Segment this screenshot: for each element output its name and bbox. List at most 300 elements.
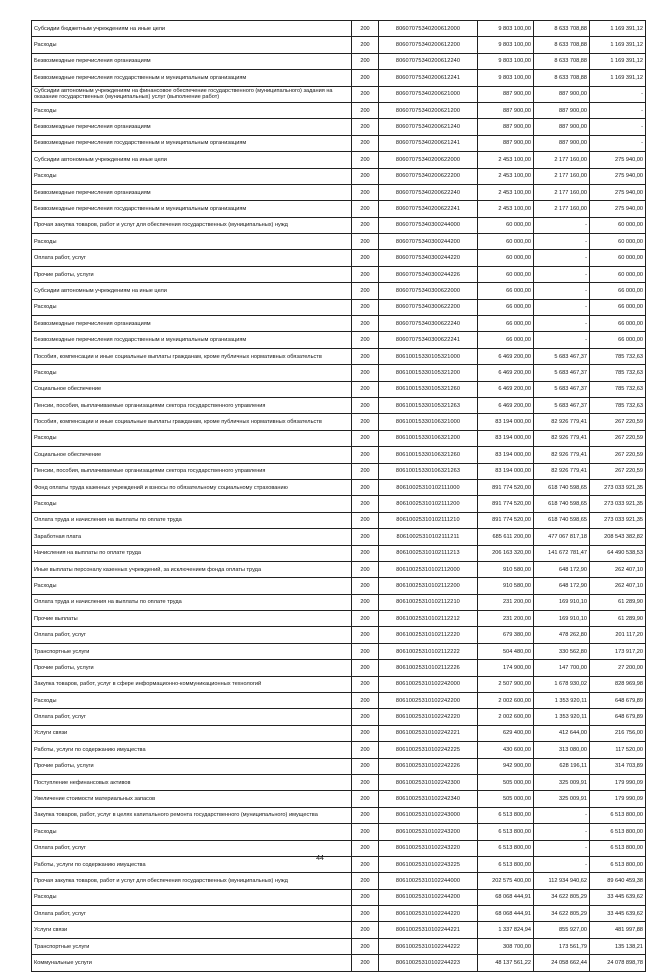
row-executed-cell: - xyxy=(534,840,590,856)
row-kbk-cell: 80610025310102242225 xyxy=(379,742,478,758)
row-name-cell: Услуги связи xyxy=(32,922,352,938)
row-kbk-cell: 80607075340300244226 xyxy=(379,266,478,282)
row-executed-cell: 141 672 781,47 xyxy=(534,545,590,561)
row-code-cell: 200 xyxy=(352,840,379,856)
row-executed-cell: - xyxy=(534,217,590,233)
row-executed-cell: 34 622 805,29 xyxy=(534,906,590,922)
row-executed-cell: 82 926 779,41 xyxy=(534,414,590,430)
row-name-cell: Безвозмездные перечисления государственным и муниципальным организациям xyxy=(32,332,352,348)
row-name-cell: Закупка товаров, работ, услуг в сфере информационно-коммуникационных технологий xyxy=(32,676,352,692)
row-remaining-cell: 60 000,00 xyxy=(590,234,646,250)
table-row xyxy=(32,250,646,266)
row-executed-cell: 169 910,10 xyxy=(534,611,590,627)
row-name-cell: Пенсии, пособия, выплачиваемые организациями сектора государственного управления xyxy=(32,397,352,413)
row-kbk-cell: 80607075340200622241 xyxy=(379,201,478,217)
row-executed-cell: 34 622 805,29 xyxy=(534,889,590,905)
row-approved-cell: 60 000,00 xyxy=(478,250,534,266)
row-name-cell: Оплата работ, услуг xyxy=(32,709,352,725)
table-row xyxy=(32,627,646,643)
row-name-cell: Транспортные услуги xyxy=(32,643,352,659)
row-kbk-cell: 80610025310102112000 xyxy=(379,561,478,577)
row-name-cell: Расходы xyxy=(32,102,352,118)
table-row xyxy=(32,906,646,922)
row-code-cell: 200 xyxy=(352,184,379,200)
row-kbk-cell: 80610025310102112226 xyxy=(379,660,478,676)
row-name-cell: Безвозмездные перечисления организациям xyxy=(32,184,352,200)
row-code-cell: 200 xyxy=(352,135,379,151)
row-code-cell: 200 xyxy=(352,676,379,692)
row-approved-cell: 891 774 520,00 xyxy=(478,479,534,495)
row-remaining-cell: 267 220,59 xyxy=(590,430,646,446)
row-approved-cell: 68 068 444,91 xyxy=(478,889,534,905)
table-row xyxy=(32,168,646,184)
row-name-cell: Прочие работы, услуги xyxy=(32,266,352,282)
row-approved-cell: 9 803 100,00 xyxy=(478,21,534,37)
row-executed-cell: 82 926 779,41 xyxy=(534,430,590,446)
row-code-cell: 200 xyxy=(352,545,379,561)
row-executed-cell: 8 633 708,88 xyxy=(534,70,590,86)
row-approved-cell: 685 611 200,00 xyxy=(478,529,534,545)
row-name-cell: Социальное обеспечение xyxy=(32,381,352,397)
row-approved-cell: 9 803 100,00 xyxy=(478,37,534,53)
row-executed-cell: 628 196,11 xyxy=(534,758,590,774)
row-approved-cell: 2 507 900,00 xyxy=(478,676,534,692)
row-code-cell: 200 xyxy=(352,742,379,758)
row-name-cell: Безвозмездные перечисления государственным и муниципальным организациям xyxy=(32,201,352,217)
row-executed-cell: - xyxy=(534,824,590,840)
row-code-cell: 200 xyxy=(352,660,379,676)
row-remaining-cell: 262 407,10 xyxy=(590,561,646,577)
row-remaining-cell: 66 000,00 xyxy=(590,316,646,332)
row-name-cell: Расходы xyxy=(32,889,352,905)
row-code-cell: 200 xyxy=(352,643,379,659)
row-executed-cell: 147 700,00 xyxy=(534,660,590,676)
row-executed-cell: - xyxy=(534,266,590,282)
row-code-cell: 200 xyxy=(352,938,379,954)
row-executed-cell: 1 678 930,02 xyxy=(534,676,590,692)
row-kbk-cell: 80610025310102242300 xyxy=(379,774,478,790)
row-code-cell: 200 xyxy=(352,906,379,922)
row-name-cell: Прочие работы, услуги xyxy=(32,660,352,676)
row-code-cell: 200 xyxy=(352,693,379,709)
row-kbk-cell: 80607075340300244200 xyxy=(379,234,478,250)
row-executed-cell: 5 683 467,37 xyxy=(534,381,590,397)
row-remaining-cell: 785 732,63 xyxy=(590,365,646,381)
row-name-cell: Работы, услуги по содержанию имущества xyxy=(32,856,352,872)
row-code-cell: 200 xyxy=(352,37,379,53)
row-code-cell: 200 xyxy=(352,479,379,495)
row-approved-cell: 887 900,00 xyxy=(478,102,534,118)
row-approved-cell: 83 194 000,00 xyxy=(478,447,534,463)
row-executed-cell: 1 353 920,11 xyxy=(534,693,590,709)
row-kbk-cell: 80610025310102242340 xyxy=(379,791,478,807)
row-kbk-cell: 80610025310102242200 xyxy=(379,693,478,709)
row-executed-cell: 1 353 920,11 xyxy=(534,709,590,725)
row-remaining-cell: 828 969,98 xyxy=(590,676,646,692)
row-kbk-cell: 80610025310102111000 xyxy=(379,479,478,495)
row-remaining-cell: 1 169 391,12 xyxy=(590,53,646,69)
row-remaining-cell: 33 445 639,62 xyxy=(590,906,646,922)
table-row xyxy=(32,791,646,807)
table-row xyxy=(32,578,646,594)
row-kbk-cell: 80610025310102112200 xyxy=(379,578,478,594)
table-row xyxy=(32,266,646,282)
row-approved-cell: 68 068 444,91 xyxy=(478,906,534,922)
row-remaining-cell: 6 513 800,00 xyxy=(590,824,646,840)
row-code-cell: 200 xyxy=(352,53,379,69)
row-name-cell: Работы, услуги по содержанию имущества xyxy=(32,742,352,758)
row-remaining-cell: - xyxy=(590,86,646,102)
table-row xyxy=(32,447,646,463)
row-kbk-cell: 80607075340200621240 xyxy=(379,119,478,135)
row-name-cell: Оплата труда и начисления на выплаты по оплате труда xyxy=(32,594,352,610)
row-approved-cell: 891 774 520,00 xyxy=(478,512,534,528)
row-kbk-cell: 80610025310102242000 xyxy=(379,676,478,692)
row-approved-cell: 2 453 100,00 xyxy=(478,152,534,168)
row-approved-cell: 910 580,00 xyxy=(478,578,534,594)
table-row xyxy=(32,184,646,200)
row-remaining-cell: 24 078 898,78 xyxy=(590,955,646,971)
row-executed-cell: 2 177 160,00 xyxy=(534,184,590,200)
row-executed-cell: 887 900,00 xyxy=(534,86,590,102)
row-kbk-cell: 80610025310102112210 xyxy=(379,594,478,610)
row-name-cell: Расходы xyxy=(32,824,352,840)
row-code-cell: 200 xyxy=(352,21,379,37)
row-executed-cell: - xyxy=(534,299,590,315)
row-remaining-cell: 60 000,00 xyxy=(590,217,646,233)
row-name-cell: Социальное обеспечение xyxy=(32,447,352,463)
row-kbk-cell: 80610025310102244222 xyxy=(379,938,478,954)
row-code-cell: 200 xyxy=(352,496,379,512)
row-code-cell: 200 xyxy=(352,463,379,479)
row-executed-cell: 887 900,00 xyxy=(534,119,590,135)
row-kbk-cell: 80607075340200612241 xyxy=(379,70,478,86)
row-kbk-cell: 80610025310102244221 xyxy=(379,922,478,938)
table-row xyxy=(32,561,646,577)
row-code-cell: 200 xyxy=(352,152,379,168)
row-approved-cell: 48 137 561,22 xyxy=(478,955,534,971)
report-sheet xyxy=(31,20,643,972)
row-code-cell: 200 xyxy=(352,824,379,840)
row-kbk-cell: 80607075340300244220 xyxy=(379,250,478,266)
row-name-cell: Оплата работ, услуг xyxy=(32,627,352,643)
row-executed-cell: 169 910,10 xyxy=(534,594,590,610)
row-executed-cell: 5 683 467,37 xyxy=(534,348,590,364)
row-executed-cell: 618 740 598,65 xyxy=(534,496,590,512)
row-executed-cell: 8 633 708,88 xyxy=(534,21,590,37)
row-name-cell: Пособия, компенсации и иные социальные выплаты гражданам, кроме публичных нормативных обязательств xyxy=(32,414,352,430)
row-code-cell: 200 xyxy=(352,807,379,823)
row-executed-cell: 618 740 598,65 xyxy=(534,512,590,528)
row-remaining-cell: 275 940,00 xyxy=(590,152,646,168)
row-code-cell: 200 xyxy=(352,266,379,282)
row-name-cell: Расходы xyxy=(32,693,352,709)
row-code-cell: 200 xyxy=(352,791,379,807)
row-approved-cell: 887 900,00 xyxy=(478,135,534,151)
row-code-cell: 200 xyxy=(352,856,379,872)
row-remaining-cell: 785 732,63 xyxy=(590,348,646,364)
row-code-cell: 200 xyxy=(352,168,379,184)
row-remaining-cell: 785 732,63 xyxy=(590,381,646,397)
table-row xyxy=(32,86,646,102)
row-kbk-cell: 80607075340300622200 xyxy=(379,299,478,315)
row-approved-cell: 83 194 000,00 xyxy=(478,414,534,430)
row-approved-cell: 66 000,00 xyxy=(478,332,534,348)
row-name-cell: Расходы xyxy=(32,430,352,446)
row-code-cell: 200 xyxy=(352,578,379,594)
row-code-cell: 200 xyxy=(352,86,379,102)
row-approved-cell: 629 400,00 xyxy=(478,725,534,741)
row-name-cell: Расходы xyxy=(32,496,352,512)
row-name-cell: Оплата труда и начисления на выплаты по оплате труда xyxy=(32,512,352,528)
row-approved-cell: 430 600,00 xyxy=(478,742,534,758)
table-row xyxy=(32,693,646,709)
row-name-cell: Закупка товаров, работ, услуг в целях капитального ремонта государственного (муниципального) имущества xyxy=(32,807,352,823)
table-row xyxy=(32,135,646,151)
table-row xyxy=(32,545,646,561)
row-code-cell: 200 xyxy=(352,70,379,86)
row-kbk-cell: 80607075340200612240 xyxy=(379,53,478,69)
row-remaining-cell: 6 513 800,00 xyxy=(590,807,646,823)
row-name-cell: Субсидии автономным учреждениям на финансовое обеспечение государственного (муниципального) задания на оказание государственных (муниципальных) услуг (выполнение работ) xyxy=(32,86,352,102)
row-kbk-cell: 80607075340200612000 xyxy=(379,21,478,37)
table-row xyxy=(32,873,646,889)
row-kbk-cell: 80610025310102243000 xyxy=(379,807,478,823)
row-executed-cell: 5 683 467,37 xyxy=(534,365,590,381)
row-executed-cell: - xyxy=(534,856,590,872)
table-row xyxy=(32,414,646,430)
row-executed-cell: 618 740 598,65 xyxy=(534,479,590,495)
row-code-cell: 200 xyxy=(352,447,379,463)
row-remaining-cell: 66 000,00 xyxy=(590,299,646,315)
table-row xyxy=(32,102,646,118)
row-kbk-cell: 80607075340300622240 xyxy=(379,316,478,332)
row-approved-cell: 1 337 824,94 xyxy=(478,922,534,938)
row-remaining-cell: 216 756,00 xyxy=(590,725,646,741)
row-code-cell: 200 xyxy=(352,397,379,413)
row-executed-cell: 412 644,00 xyxy=(534,725,590,741)
row-kbk-cell: 80610025310102112222 xyxy=(379,643,478,659)
row-executed-cell: - xyxy=(534,250,590,266)
table-row xyxy=(32,955,646,971)
row-name-cell: Безвозмездные перечисления организациям xyxy=(32,316,352,332)
row-remaining-cell: - xyxy=(590,102,646,118)
row-code-cell: 200 xyxy=(352,299,379,315)
table-row xyxy=(32,70,646,86)
row-executed-cell: 313 080,00 xyxy=(534,742,590,758)
row-kbk-cell: 80607075340200621200 xyxy=(379,102,478,118)
row-executed-cell: - xyxy=(534,316,590,332)
row-name-cell: Транспортные услуги xyxy=(32,938,352,954)
row-name-cell: Расходы xyxy=(32,299,352,315)
row-kbk-cell: 80610025310102112220 xyxy=(379,627,478,643)
row-approved-cell: 2 453 100,00 xyxy=(478,201,534,217)
row-approved-cell: 942 900,00 xyxy=(478,758,534,774)
row-kbk-cell: 80610025310102243225 xyxy=(379,856,478,872)
row-kbk-cell: 80607075340200622240 xyxy=(379,184,478,200)
row-code-cell: 200 xyxy=(352,217,379,233)
row-executed-cell: 887 900,00 xyxy=(534,135,590,151)
row-remaining-cell: 60 000,00 xyxy=(590,266,646,282)
row-kbk-cell: 80610025310102243200 xyxy=(379,824,478,840)
table-row xyxy=(32,807,646,823)
row-executed-cell: 855 927,00 xyxy=(534,922,590,938)
row-name-cell: Прочая закупка товаров, работ и услуг для обеспечения государственных (муниципальных) нужд xyxy=(32,873,352,889)
row-executed-cell: 325 009,91 xyxy=(534,791,590,807)
row-executed-cell: 478 262,80 xyxy=(534,627,590,643)
row-kbk-cell: 80607075340200621241 xyxy=(379,135,478,151)
table-row xyxy=(32,430,646,446)
row-approved-cell: 887 900,00 xyxy=(478,119,534,135)
row-code-cell: 200 xyxy=(352,922,379,938)
row-name-cell: Безвозмездные перечисления государственным и муниципальным организациям xyxy=(32,135,352,151)
row-remaining-cell: 64 490 538,53 xyxy=(590,545,646,561)
row-code-cell: 200 xyxy=(352,201,379,217)
row-code-cell: 200 xyxy=(352,283,379,299)
row-remaining-cell: 267 220,59 xyxy=(590,463,646,479)
row-remaining-cell: 6 513 800,00 xyxy=(590,840,646,856)
row-remaining-cell: 785 732,63 xyxy=(590,397,646,413)
row-kbk-cell: 80610025310102111211 xyxy=(379,529,478,545)
row-kbk-cell: 80610015330105321000 xyxy=(379,348,478,364)
row-approved-cell: 6 513 800,00 xyxy=(478,824,534,840)
table-row xyxy=(32,381,646,397)
row-executed-cell: 648 172,90 xyxy=(534,561,590,577)
row-remaining-cell: 1 169 391,12 xyxy=(590,37,646,53)
table-row xyxy=(32,365,646,381)
row-kbk-cell: 80610025310102244000 xyxy=(379,873,478,889)
row-kbk-cell: 80610015330105321263 xyxy=(379,397,478,413)
row-code-cell: 200 xyxy=(352,758,379,774)
row-name-cell: Иные выплаты персоналу казенных учреждений, за исключением фонда оплаты труда xyxy=(32,561,352,577)
row-remaining-cell: 135 138,21 xyxy=(590,938,646,954)
table-row xyxy=(32,529,646,545)
row-name-cell: Прочие работы, услуги xyxy=(32,758,352,774)
row-code-cell: 200 xyxy=(352,873,379,889)
table-row xyxy=(32,660,646,676)
row-executed-cell: 325 009,91 xyxy=(534,774,590,790)
table-row xyxy=(32,643,646,659)
expenditure-table xyxy=(31,20,646,972)
row-code-cell: 200 xyxy=(352,774,379,790)
table-row xyxy=(32,53,646,69)
row-code-cell: 200 xyxy=(352,561,379,577)
row-approved-cell: 66 000,00 xyxy=(478,316,534,332)
row-kbk-cell: 80607075340200612200 xyxy=(379,37,478,53)
page-number: 44 xyxy=(316,855,324,862)
row-executed-cell: 887 900,00 xyxy=(534,102,590,118)
row-executed-cell: 82 926 779,41 xyxy=(534,447,590,463)
row-approved-cell: 6 513 800,00 xyxy=(478,840,534,856)
table-row xyxy=(32,611,646,627)
row-kbk-cell: 80610015330106321000 xyxy=(379,414,478,430)
row-code-cell: 200 xyxy=(352,348,379,364)
table-row xyxy=(32,316,646,332)
row-executed-cell: - xyxy=(534,332,590,348)
row-remaining-cell: 648 679,89 xyxy=(590,693,646,709)
row-remaining-cell: - xyxy=(590,119,646,135)
row-remaining-cell: 481 997,88 xyxy=(590,922,646,938)
row-name-cell: Расходы xyxy=(32,365,352,381)
row-kbk-cell: 80610025310102242220 xyxy=(379,709,478,725)
row-approved-cell: 505 000,00 xyxy=(478,774,534,790)
row-remaining-cell: 201 117,20 xyxy=(590,627,646,643)
row-executed-cell: 2 177 160,00 xyxy=(534,152,590,168)
row-executed-cell: 2 177 160,00 xyxy=(534,201,590,217)
row-kbk-cell: 80610015330105321260 xyxy=(379,381,478,397)
row-kbk-cell: 80610015330105321200 xyxy=(379,365,478,381)
row-approved-cell: 6 469 200,00 xyxy=(478,348,534,364)
row-kbk-cell: 80607075340200621000 xyxy=(379,86,478,102)
row-remaining-cell: 1 169 391,12 xyxy=(590,21,646,37)
row-remaining-cell: 273 033 921,35 xyxy=(590,512,646,528)
row-approved-cell: 6 469 200,00 xyxy=(478,381,534,397)
row-executed-cell: 477 067 817,18 xyxy=(534,529,590,545)
row-kbk-cell: 80607075340200622200 xyxy=(379,168,478,184)
row-kbk-cell: 80610025310102244223 xyxy=(379,955,478,971)
row-code-cell: 200 xyxy=(352,889,379,905)
row-code-cell: 200 xyxy=(352,512,379,528)
row-name-cell: Заработная плата xyxy=(32,529,352,545)
row-executed-cell: 8 633 708,88 xyxy=(534,53,590,69)
row-kbk-cell: 80610025310102244220 xyxy=(379,906,478,922)
row-executed-cell: - xyxy=(534,807,590,823)
row-name-cell: Субсидии автономным учреждениям на иные цели xyxy=(32,152,352,168)
row-name-cell: Фонд оплаты труда казенных учреждений и взносы по обязательному социальному страхованию xyxy=(32,479,352,495)
row-kbk-cell: 80607075340300244000 xyxy=(379,217,478,233)
table-row xyxy=(32,758,646,774)
row-kbk-cell: 80610025310102242221 xyxy=(379,725,478,741)
row-name-cell: Начисления на выплаты по оплате труда xyxy=(32,545,352,561)
row-approved-cell: 2 002 600,00 xyxy=(478,693,534,709)
row-code-cell: 200 xyxy=(352,119,379,135)
table-row xyxy=(32,119,646,135)
row-kbk-cell: 80610025310102244200 xyxy=(379,889,478,905)
row-remaining-cell: 179 990,09 xyxy=(590,791,646,807)
row-remaining-cell: 61 289,90 xyxy=(590,594,646,610)
row-remaining-cell: 117 520,00 xyxy=(590,742,646,758)
row-code-cell: 200 xyxy=(352,365,379,381)
row-approved-cell: 9 803 100,00 xyxy=(478,70,534,86)
row-remaining-cell: - xyxy=(590,135,646,151)
row-remaining-cell: 273 033 921,35 xyxy=(590,496,646,512)
row-code-cell: 200 xyxy=(352,594,379,610)
row-approved-cell: 308 700,00 xyxy=(478,938,534,954)
table-row xyxy=(32,234,646,250)
table-row xyxy=(32,709,646,725)
row-name-cell: Коммунальные услуги xyxy=(32,955,352,971)
table-row xyxy=(32,725,646,741)
table-row xyxy=(32,152,646,168)
row-code-cell: 200 xyxy=(352,627,379,643)
row-kbk-cell: 80610015330106321263 xyxy=(379,463,478,479)
row-approved-cell: 231 200,00 xyxy=(478,594,534,610)
row-remaining-cell: 27 200,00 xyxy=(590,660,646,676)
row-name-cell: Оплата работ, услуг xyxy=(32,840,352,856)
table-row xyxy=(32,332,646,348)
row-approved-cell: 231 200,00 xyxy=(478,611,534,627)
row-name-cell: Расходы xyxy=(32,168,352,184)
table-row xyxy=(32,37,646,53)
row-name-cell: Субсидии бюджетным учреждениям на иные цели xyxy=(32,21,352,37)
row-executed-cell: 24 058 662,44 xyxy=(534,955,590,971)
table-row xyxy=(32,397,646,413)
row-approved-cell: 6 469 200,00 xyxy=(478,365,534,381)
table-row xyxy=(32,496,646,512)
row-remaining-cell: 6 513 800,00 xyxy=(590,856,646,872)
row-kbk-cell: 80610025310102111210 xyxy=(379,512,478,528)
row-kbk-cell: 80610015330106321200 xyxy=(379,430,478,446)
